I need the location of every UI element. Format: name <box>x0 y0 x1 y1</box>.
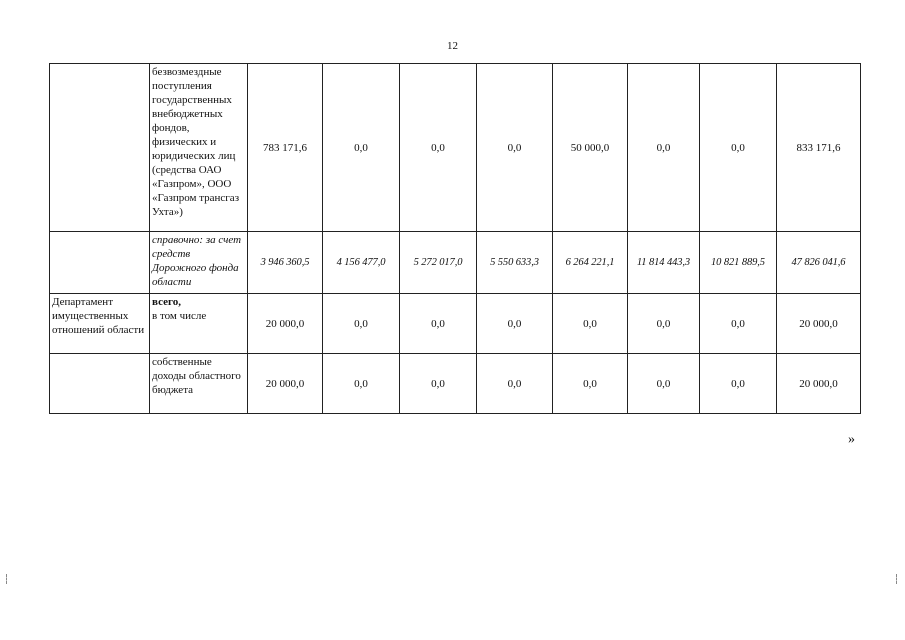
budget-table <box>49 63 861 414</box>
value-cell: 0,0 <box>628 64 700 232</box>
funding-source-label: в том числе <box>152 310 207 322</box>
funding-source-cell <box>150 64 248 232</box>
right-margin-mark <box>896 574 900 584</box>
page-number: 12 <box>447 40 458 52</box>
value-cell: 0,0 <box>477 64 553 232</box>
funding-source-bold-label: всего, <box>152 296 181 308</box>
value-cell: 0,0 <box>400 294 477 354</box>
value-cell: 5 272 017,0 <box>400 232 477 294</box>
value-cell: 0,0 <box>553 354 628 414</box>
value-cell: 0,0 <box>400 64 477 232</box>
value-cell: 0,0 <box>323 354 400 414</box>
value-cell: 0,0 <box>628 354 700 414</box>
funding-source-cell <box>150 232 248 294</box>
value-cell: 5 550 633,3 <box>477 232 553 294</box>
value-cell: 0,0 <box>628 294 700 354</box>
table-row <box>50 354 861 414</box>
table-row <box>50 294 861 354</box>
value-cell: 0,0 <box>323 64 400 232</box>
left-margin-mark <box>6 574 10 584</box>
value-cell: 4 156 477,0 <box>323 232 400 294</box>
department-cell <box>50 232 150 294</box>
department-cell <box>50 354 150 414</box>
value-cell: 10 821 889,5 <box>700 232 777 294</box>
value-cell: 783 171,6 <box>248 64 323 232</box>
value-cell: 11 814 443,3 <box>628 232 700 294</box>
value-cell: 0,0 <box>400 354 477 414</box>
table-row <box>50 232 861 294</box>
funding-source-cell <box>150 354 248 414</box>
value-cell: 20 000,0 <box>777 294 861 354</box>
value-cell: 0,0 <box>323 294 400 354</box>
value-cell: 0,0 <box>700 354 777 414</box>
table-row <box>50 64 861 232</box>
value-cell: 20 000,0 <box>248 354 323 414</box>
value-cell: 0,0 <box>477 354 553 414</box>
value-cell: 0,0 <box>700 294 777 354</box>
value-cell: 833 171,6 <box>777 64 861 232</box>
value-cell: 50 000,0 <box>553 64 628 232</box>
value-cell: 20 000,0 <box>777 354 861 414</box>
value-cell: 47 826 041,6 <box>777 232 861 294</box>
funding-source-label: безвозмездные поступления государственных внебюджетных фондов, физических и юридических лиц (средства ОАО «Газпром», ООО «Газпром трансгаз Ухта») <box>152 66 240 218</box>
value-cell: 0,0 <box>700 64 777 232</box>
value-cell: 0,0 <box>477 294 553 354</box>
value-cell: 20 000,0 <box>248 294 323 354</box>
funding-source-label: справочно: за счет средств Дорожного фонда области <box>152 234 242 288</box>
funding-source-cell <box>150 294 248 354</box>
value-cell: 6 264 221,1 <box>553 232 628 294</box>
department-cell: Департамент имущественных отношений области <box>50 294 150 354</box>
value-cell: 3 946 360,5 <box>248 232 323 294</box>
value-cell: 0,0 <box>553 294 628 354</box>
funding-source-label: собственные доходы областного бюджета <box>152 356 241 396</box>
closing-quote-mark: » <box>848 432 855 447</box>
department-cell <box>50 64 150 232</box>
